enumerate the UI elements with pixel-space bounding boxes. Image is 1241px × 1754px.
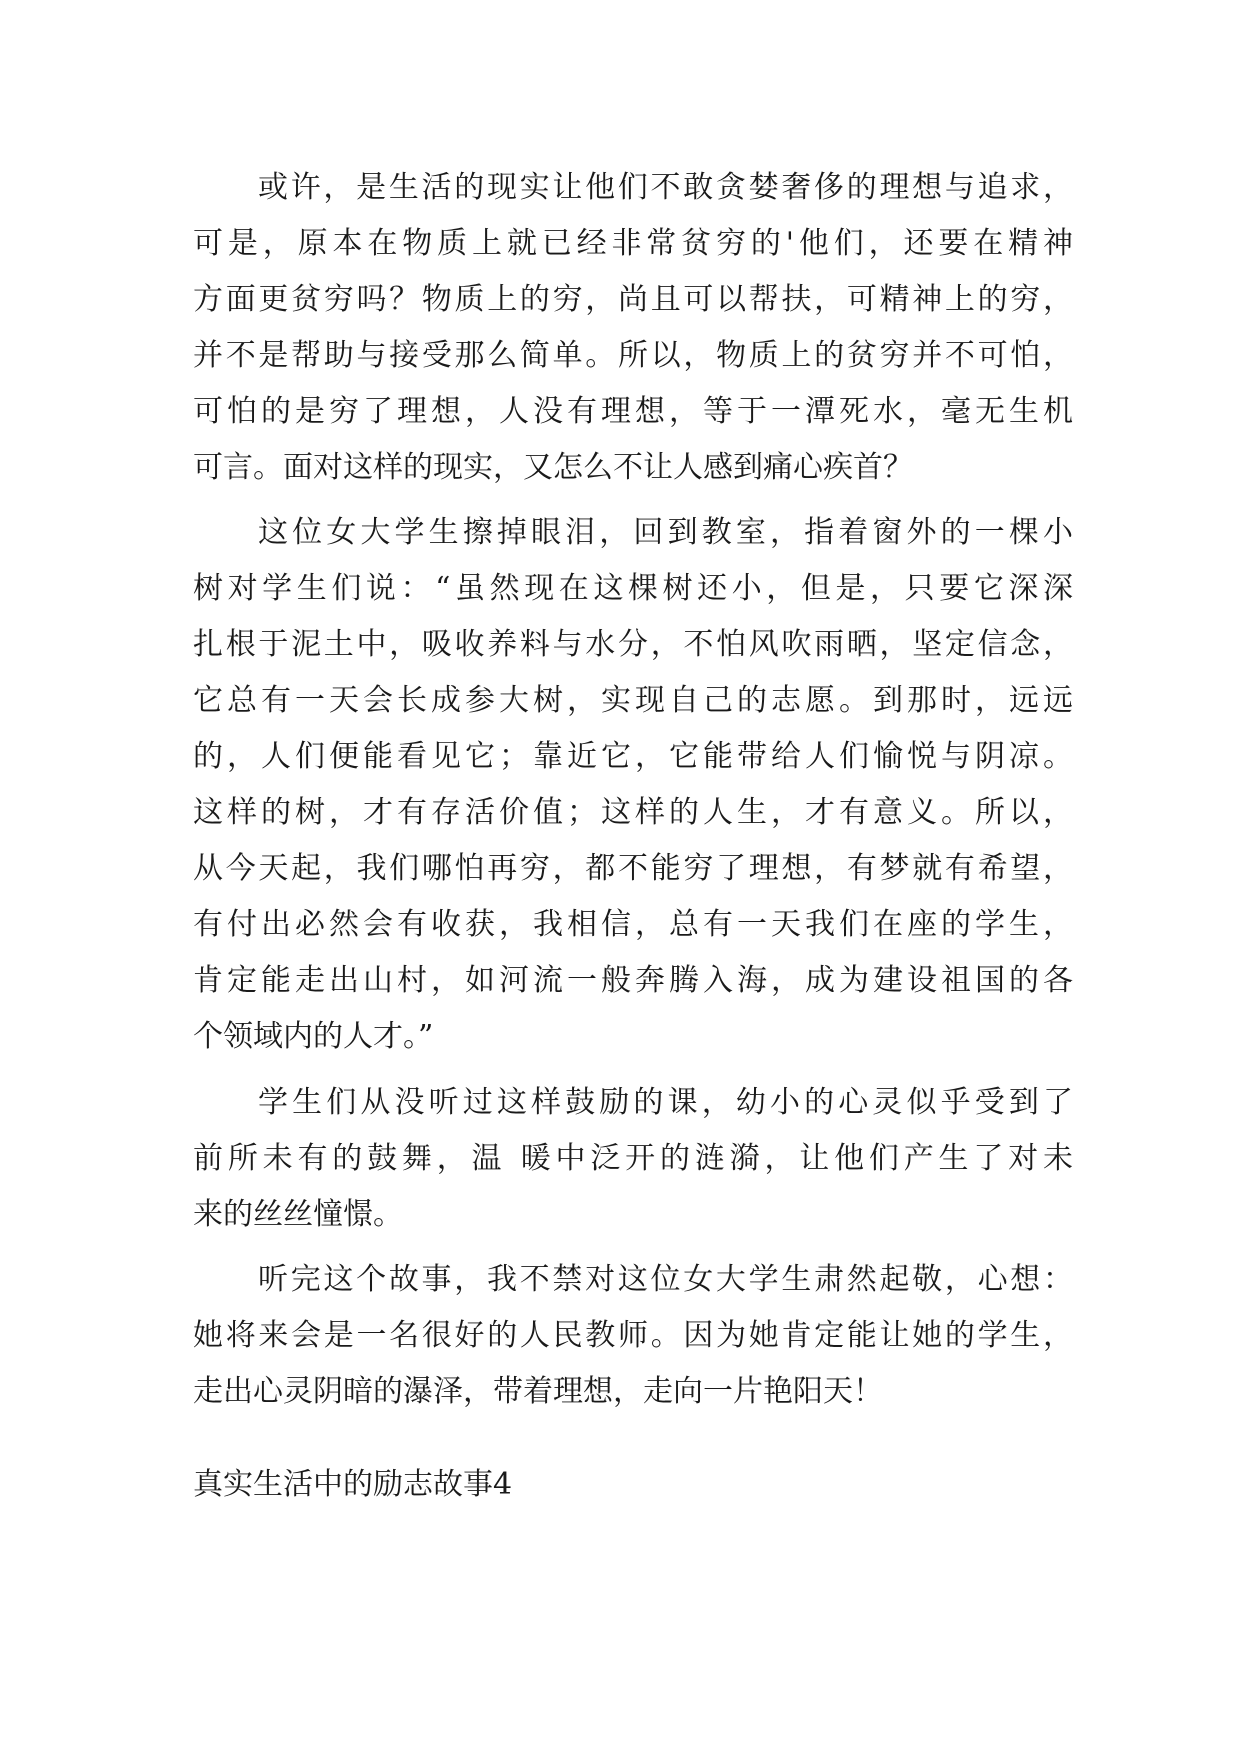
paragraph-line: 可怕的是穷了理想，人没有理想，等于一潭死水，毫无生机 [193, 394, 1073, 429]
paragraph-line: 来的丝丝憧憬。 [193, 1197, 403, 1232]
paragraph-line: 或许，是生活的现实让他们不敢贪婪奢侈的理想与追求， [258, 170, 1073, 205]
paragraph-line: 学生们从没听过这样鼓励的课，幼小的心灵似乎受到了 [258, 1085, 1073, 1120]
paragraph-line: 并不是帮助与接受那么简单。所以，物质上的贫穷并不可怕， [193, 338, 1073, 373]
paragraph-line: 的，人们便能看见它；靠近它，它能带给人们愉悦与阴凉。 [193, 739, 1073, 774]
paragraph-line: 方面更贫穷吗？物质上的穷，尚且可以帮扶，可精神上的穷， [193, 282, 1073, 317]
paragraph-line: 从今天起，我们哪怕再穷，都不能穷了理想，有梦就有希望， [193, 851, 1073, 886]
paragraph-line: 她将来会是一名很好的人民教师。因为她肯定能让她的学生， [193, 1318, 1073, 1353]
paragraph-line: 走出心灵阴暗的瀑泽，带着理想，走向一片艳阳天！ [193, 1374, 883, 1409]
paragraph-line: 它总有一天会长成参大树，实现自己的志愿。到那时，远远 [193, 683, 1073, 718]
paragraph-line: 树对学生们说：“虽然现在这棵树还小，但是，只要它深深 [193, 571, 1073, 606]
paragraph-line: 这位女大学生擦掉眼泪，回到教室，指着窗外的一棵小 [258, 515, 1073, 550]
paragraph-line: 听完这个故事，我不禁对这位女大学生肃然起敬，心想： [258, 1262, 1073, 1297]
paragraph-line: 前所未有的鼓舞，温 暖中泛开的涟漪，让他们产生了对未 [193, 1141, 1073, 1176]
section-heading: 真实生活中的励志故事4 [193, 1467, 513, 1502]
paragraph-line: 扎根于泥土中，吸收养料与水分，不怕风吹雨晒，坚定信念， [193, 627, 1073, 662]
paragraph-line: 有付出必然会有收获，我相信，总有一天我们在座的学生， [193, 907, 1073, 942]
paragraph-line: 可是，原本在物质上就已经非常贫穷的'他们，还要在精神 [193, 226, 1073, 261]
paragraph-line: 肯定能走出山村，如河流一般奔腾入海，成为建设祖国的各 [193, 963, 1073, 998]
paragraph-line: 这样的树，才有存活价值；这样的人生，才有意义。所以， [193, 795, 1073, 830]
paragraph-line: 可言。面对这样的现实，又怎么不让人感到痛心疾首？ [193, 450, 913, 485]
paragraph-line: 个领域内的人才。” [193, 1019, 434, 1054]
